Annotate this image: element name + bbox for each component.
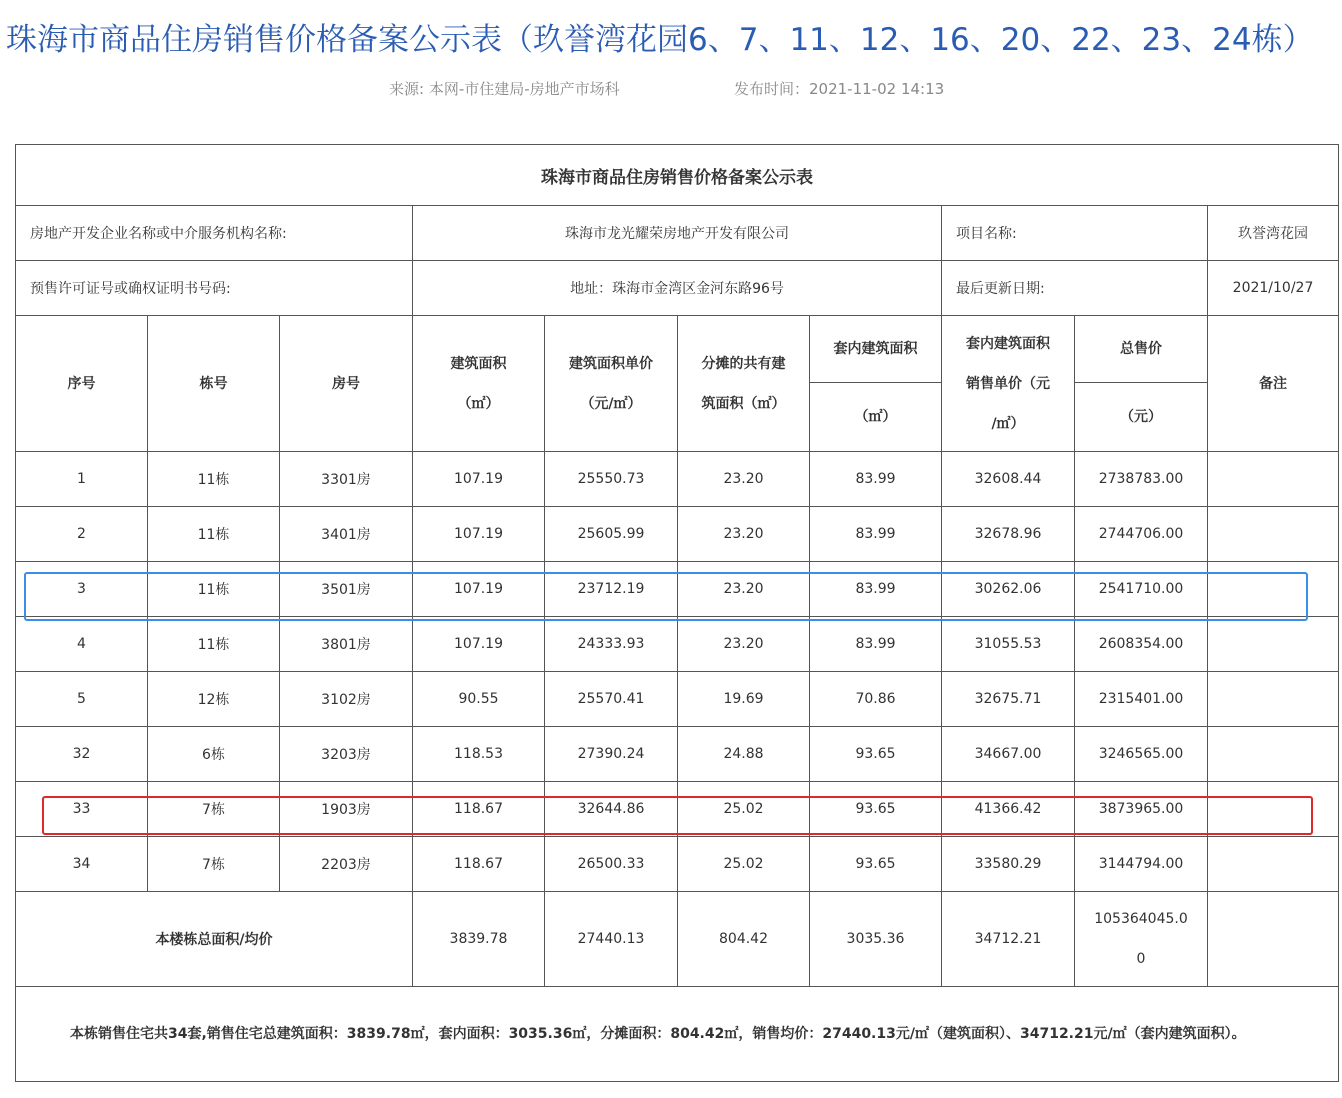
header-seq: 序号 <box>16 316 148 452</box>
table-cell: 11栋 <box>148 507 280 562</box>
permit-label: 预售许可证号或确权证明书号码: <box>16 261 413 316</box>
table-cell: 25605.99 <box>545 507 678 562</box>
table-cell: 93.65 <box>810 727 942 782</box>
table-caption: 珠海市商品住房销售价格备案公示表 <box>16 145 1339 206</box>
table-cell: 3401房 <box>280 507 413 562</box>
updated-label: 最后更新日期: <box>942 261 1208 316</box>
table-cell: 23.20 <box>678 617 810 672</box>
table-cell: 2203房 <box>280 837 413 892</box>
table-cell: 32678.96 <box>942 507 1075 562</box>
table-cell: 11栋 <box>148 562 280 617</box>
table-cell: 24333.93 <box>545 617 678 672</box>
table-cell: 34 <box>16 837 148 892</box>
price-table <box>15 144 1339 1082</box>
table-cell: 107.19 <box>413 507 545 562</box>
table-cell: 2541710.00 <box>1075 562 1208 617</box>
table-cell: 32644.86 <box>545 782 678 837</box>
table-cell <box>1208 782 1339 837</box>
table-cell: 32675.71 <box>942 672 1075 727</box>
header-area-line1: 建筑面积 <box>450 355 507 372</box>
table-cell: 6栋 <box>148 727 280 782</box>
developer-value: 珠海市龙光耀荣房地产开发有限公司 <box>413 206 942 261</box>
header-total: 总售价 <box>1075 316 1208 383</box>
developer-label: 房地产开发企业名称或中介服务机构名称: <box>16 206 413 261</box>
table-cell <box>1208 837 1339 892</box>
table-cell: 83.99 <box>810 452 942 507</box>
table-cell: 3801房 <box>280 617 413 672</box>
table-cell: 90.55 <box>413 672 545 727</box>
table-cell: 23.20 <box>678 507 810 562</box>
summary-note: 本栋销售住宅共34套,销售住宅总建筑面积：3839.78㎡，套内面积：3035.36㎡，分摊面积：804.42㎡，销售均价：27440.13元/㎡（建筑面积）、34712.21元/㎡（套内建筑面积）。 <box>16 987 1339 1082</box>
header-inner-price <box>942 316 1075 452</box>
table-row <box>16 617 1339 672</box>
header-remark: 备注 <box>1208 316 1339 452</box>
table-row <box>16 782 1339 837</box>
summary-inner-area: 3035.36 <box>810 892 942 987</box>
header-inner-price-line1: 套内建筑面积 <box>966 335 1050 352</box>
table-body <box>16 452 1339 892</box>
table-cell: 2744706.00 <box>1075 507 1208 562</box>
table-cell: 12栋 <box>148 672 280 727</box>
table-cell: 2738783.00 <box>1075 452 1208 507</box>
project-label: 项目名称: <box>942 206 1208 261</box>
summary-remark <box>1208 892 1339 987</box>
table-cell: 83.99 <box>810 617 942 672</box>
address-value: 地址：珠海市金湾区金河东路96号 <box>413 261 942 316</box>
table-cell: 31055.53 <box>942 617 1075 672</box>
table-cell: 83.99 <box>810 507 942 562</box>
table-cell: 3246565.00 <box>1075 727 1208 782</box>
header-inner-price-line2: 销售单价（元 <box>966 375 1050 392</box>
table-cell: 34667.00 <box>942 727 1075 782</box>
table-row <box>16 507 1339 562</box>
table-cell: 26500.33 <box>545 837 678 892</box>
table-cell: 7栋 <box>148 837 280 892</box>
table-cell <box>1208 672 1339 727</box>
header-unit-price-line1: 建筑面积单价 <box>569 355 653 372</box>
table-cell: 2315401.00 <box>1075 672 1208 727</box>
publish-time: 发布时间：2021-11-02 14:13 <box>734 80 945 98</box>
table-cell: 27390.24 <box>545 727 678 782</box>
header-room: 房号 <box>280 316 413 452</box>
summary-row <box>16 892 1339 987</box>
table-row <box>16 562 1339 617</box>
table-cell: 3 <box>16 562 148 617</box>
table-cell: 1903房 <box>280 782 413 837</box>
summary-area: 3839.78 <box>413 892 545 987</box>
table-row <box>16 672 1339 727</box>
table-cell: 25550.73 <box>545 452 678 507</box>
header-shared-area <box>678 316 810 452</box>
table-cell: 107.19 <box>413 452 545 507</box>
table-cell: 5 <box>16 672 148 727</box>
summary-inner-price: 34712.21 <box>942 892 1075 987</box>
table-cell: 107.19 <box>413 562 545 617</box>
table-cell: 23.20 <box>678 452 810 507</box>
table-cell: 33 <box>16 782 148 837</box>
project-value: 玖誉湾花园 <box>1208 206 1339 261</box>
header-building: 栋号 <box>148 316 280 452</box>
header-inner-area-unit: （㎡） <box>810 383 942 452</box>
table-cell <box>1208 562 1339 617</box>
table-cell: 24.88 <box>678 727 810 782</box>
table-cell: 2 <box>16 507 148 562</box>
table-cell: 3501房 <box>280 562 413 617</box>
table-cell: 30262.06 <box>942 562 1075 617</box>
summary-shared: 804.42 <box>678 892 810 987</box>
table-cell: 93.65 <box>810 782 942 837</box>
summary-total-line1: 105364045.0 <box>1094 911 1188 927</box>
table-cell: 11栋 <box>148 452 280 507</box>
header-inner-area: 套内建筑面积 <box>810 316 942 383</box>
table-cell: 33580.29 <box>942 837 1075 892</box>
table-cell <box>1208 507 1339 562</box>
header-shared-line1: 分摊的共有建 <box>701 355 786 372</box>
table-cell: 2608354.00 <box>1075 617 1208 672</box>
table-cell: 83.99 <box>810 562 942 617</box>
page-title: 珠海市商品住房销售价格备案公示表（玖誉湾花园6、7、11、12、16、20、22、23、24栋） <box>6 22 1314 58</box>
table-cell <box>1208 727 1339 782</box>
table-row <box>16 452 1339 507</box>
header-total-unit: （元） <box>1075 383 1208 452</box>
table-cell: 25.02 <box>678 782 810 837</box>
table-cell: 3301房 <box>280 452 413 507</box>
table-cell: 4 <box>16 617 148 672</box>
table-cell: 118.53 <box>413 727 545 782</box>
header-area <box>413 316 545 452</box>
table-row <box>16 727 1339 782</box>
table-cell: 23.20 <box>678 562 810 617</box>
source: 来源: 本网-市住建局-房地产市场科 <box>389 80 620 98</box>
header-unit-price <box>545 316 678 452</box>
table-cell: 7栋 <box>148 782 280 837</box>
table-cell: 3203房 <box>280 727 413 782</box>
table-cell: 3144794.00 <box>1075 837 1208 892</box>
updated-value: 2021/10/27 <box>1208 261 1339 316</box>
table-cell: 118.67 <box>413 782 545 837</box>
summary-label: 本楼栋总面积/均价 <box>16 892 413 987</box>
table-cell: 19.69 <box>678 672 810 727</box>
table-cell: 1 <box>16 452 148 507</box>
header-inner-price-line3: /㎡） <box>991 415 1025 432</box>
header-shared-line2: 筑面积（㎡） <box>701 395 786 412</box>
table-cell: 32 <box>16 727 148 782</box>
table-cell: 118.67 <box>413 837 545 892</box>
header-unit-price-line2: （元/㎡） <box>580 395 642 412</box>
summary-total <box>1075 892 1208 987</box>
table-cell: 23712.19 <box>545 562 678 617</box>
table-row <box>16 837 1339 892</box>
table-cell: 32608.44 <box>942 452 1075 507</box>
header-area-line2: （㎡） <box>457 395 500 412</box>
table-cell: 93.65 <box>810 837 942 892</box>
table-cell <box>1208 617 1339 672</box>
table-cell: 11栋 <box>148 617 280 672</box>
summary-unit-price: 27440.13 <box>545 892 678 987</box>
table-cell: 25570.41 <box>545 672 678 727</box>
table-cell: 41366.42 <box>942 782 1075 837</box>
table-cell: 3102房 <box>280 672 413 727</box>
table-cell: 70.86 <box>810 672 942 727</box>
summary-total-line2: 0 <box>1136 951 1146 967</box>
table-cell: 25.02 <box>678 837 810 892</box>
table-cell <box>1208 452 1339 507</box>
table-cell: 3873965.00 <box>1075 782 1208 837</box>
table-cell: 107.19 <box>413 617 545 672</box>
